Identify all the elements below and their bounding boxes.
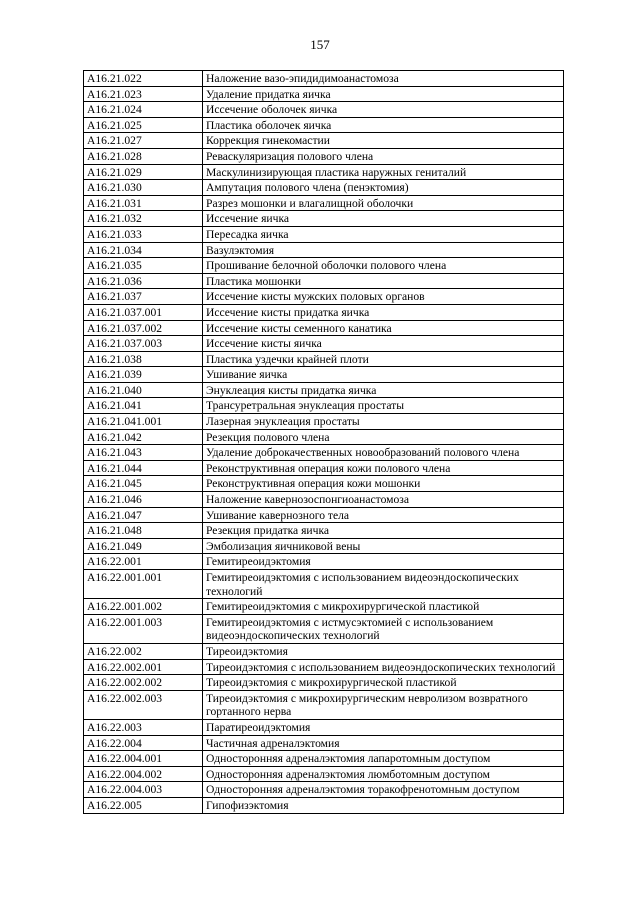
procedure-code: A16.22.004.003 xyxy=(84,782,203,798)
table-row xyxy=(84,273,564,289)
table-row xyxy=(84,766,564,782)
procedure-name: Пластика уздечки крайней плоти xyxy=(203,351,564,367)
procedure-name: Наложение кавернозоспонгиоанастомоза xyxy=(203,492,564,508)
procedure-code: A16.21.040 xyxy=(84,382,203,398)
procedure-name: Резекция полового члена xyxy=(203,429,564,445)
procedure-code: A16.22.002.001 xyxy=(84,659,203,675)
table-row xyxy=(84,117,564,133)
procedure-name: Тиреоидэктомия с микрохирургическим невролизом возвратного гортанного нерва xyxy=(203,690,564,719)
table-row xyxy=(84,320,564,336)
procedure-name: Коррекция гинекомастии xyxy=(203,133,564,149)
table-row xyxy=(84,351,564,367)
table-row xyxy=(84,570,564,599)
table-row xyxy=(84,523,564,539)
procedure-code: A16.22.004.002 xyxy=(84,766,203,782)
procedure-code: A16.21.036 xyxy=(84,273,203,289)
procedure-name: Реконструктивная операция кожи мошонки xyxy=(203,476,564,492)
procedure-name: Иссечение кисты мужских половых органов xyxy=(203,289,564,305)
procedure-code: A16.21.037.003 xyxy=(84,336,203,352)
procedure-name: Иссечение кисты придатка яичка xyxy=(203,304,564,320)
procedure-name: Реконструктивная операция кожи полового члена xyxy=(203,460,564,476)
procedure-code: A16.22.002 xyxy=(84,643,203,659)
procedure-code: A16.22.001.001 xyxy=(84,570,203,599)
table-row xyxy=(84,690,564,719)
procedure-code: A16.21.045 xyxy=(84,476,203,492)
procedure-code: A16.22.001 xyxy=(84,554,203,570)
procedure-name: Удаление доброкачественных новообразований полового члена xyxy=(203,445,564,461)
procedure-code: A16.21.028 xyxy=(84,148,203,164)
table-row xyxy=(84,797,564,813)
procedure-name: Иссечение кисты яичка xyxy=(203,336,564,352)
procedure-name: Гипофизэктомия xyxy=(203,797,564,813)
procedure-table-body xyxy=(84,71,564,814)
procedure-name: Односторонняя адреналэктомия лапаротомным доступом xyxy=(203,751,564,767)
procedure-name: Пластика оболочек яичка xyxy=(203,117,564,133)
table-row xyxy=(84,643,564,659)
table-row xyxy=(84,164,564,180)
procedure-name: Односторонняя адреналэктомия торакофренотомным доступом xyxy=(203,782,564,798)
procedure-name: Иссечение оболочек яичка xyxy=(203,102,564,118)
procedure-code: A16.21.027 xyxy=(84,133,203,149)
procedure-code: A16.22.002.002 xyxy=(84,675,203,691)
procedure-code: A16.21.032 xyxy=(84,211,203,227)
procedure-name: Тиреоидэктомия с микрохирургической пластикой xyxy=(203,675,564,691)
procedure-code: A16.21.043 xyxy=(84,445,203,461)
procedure-name: Прошивание белочной оболочки полового члена xyxy=(203,258,564,274)
table-row xyxy=(84,148,564,164)
procedure-name: Удаление придатка яичка xyxy=(203,86,564,102)
procedure-code: A16.21.037.001 xyxy=(84,304,203,320)
table-row xyxy=(84,382,564,398)
table-row xyxy=(84,507,564,523)
table-row xyxy=(84,211,564,227)
table-row xyxy=(84,460,564,476)
table-row xyxy=(84,289,564,305)
table-row xyxy=(84,195,564,211)
procedure-code: A16.21.033 xyxy=(84,226,203,242)
procedure-code: A16.22.004 xyxy=(84,735,203,751)
procedure-code: A16.21.025 xyxy=(84,117,203,133)
table-row xyxy=(84,599,564,615)
table-row xyxy=(84,414,564,430)
procedure-code: A16.21.024 xyxy=(84,102,203,118)
procedure-code: A16.21.035 xyxy=(84,258,203,274)
procedure-table xyxy=(83,70,564,814)
procedure-code: A16.22.005 xyxy=(84,797,203,813)
procedure-code: A16.21.042 xyxy=(84,429,203,445)
page-number: 157 xyxy=(310,37,330,52)
procedure-name: Наложение вазо-эпидидимоанастомоза xyxy=(203,71,564,87)
table-row xyxy=(84,614,564,643)
procedure-name: Пластика мошонки xyxy=(203,273,564,289)
table-row xyxy=(84,492,564,508)
procedure-name: Ушивание кавернозного тела xyxy=(203,507,564,523)
procedure-name: Тиреоидэктомия xyxy=(203,643,564,659)
procedure-name: Гемитиреоидэктомия с истмусэктомией с использованием видеоэндоскопических технологий xyxy=(203,614,564,643)
procedure-name: Гемитиреоидэктомия xyxy=(203,554,564,570)
procedure-code: A16.22.004.001 xyxy=(84,751,203,767)
procedure-name: Резекция придатка яичка xyxy=(203,523,564,539)
procedure-name: Разрез мошонки и влагалищной оболочки xyxy=(203,195,564,211)
table-row xyxy=(84,133,564,149)
table-row xyxy=(84,476,564,492)
procedure-code: A16.21.048 xyxy=(84,523,203,539)
procedure-code: A16.22.001.003 xyxy=(84,614,203,643)
table-row xyxy=(84,429,564,445)
procedure-code: A16.21.044 xyxy=(84,460,203,476)
procedure-name: Частичная адреналэктомия xyxy=(203,735,564,751)
table-row xyxy=(84,86,564,102)
procedure-name: Маскулинизирующая пластика наружных гениталий xyxy=(203,164,564,180)
table-row xyxy=(84,735,564,751)
procedure-code: A16.22.001.002 xyxy=(84,599,203,615)
procedure-code: A16.22.002.003 xyxy=(84,690,203,719)
procedure-code: A16.21.034 xyxy=(84,242,203,258)
table-row xyxy=(84,226,564,242)
table-row xyxy=(84,675,564,691)
procedure-code: A16.21.037.002 xyxy=(84,320,203,336)
procedure-name: Эмболизация яичниковой вены xyxy=(203,538,564,554)
table-row xyxy=(84,719,564,735)
table-row xyxy=(84,445,564,461)
procedure-name: Трансуретральная энуклеация простаты xyxy=(203,398,564,414)
table-row xyxy=(84,398,564,414)
procedure-name: Пересадка яичка xyxy=(203,226,564,242)
table-row xyxy=(84,242,564,258)
procedure-name: Энуклеация кисты придатка яичка xyxy=(203,382,564,398)
table-row xyxy=(84,367,564,383)
procedure-code: A16.21.037 xyxy=(84,289,203,305)
procedure-name: Иссечение кисты семенного канатика xyxy=(203,320,564,336)
table-row xyxy=(84,258,564,274)
procedure-name: Ушивание яичка xyxy=(203,367,564,383)
procedure-code: A16.21.023 xyxy=(84,86,203,102)
procedure-code: A16.21.041.001 xyxy=(84,414,203,430)
procedure-name: Реваскуляризация полового члена xyxy=(203,148,564,164)
procedure-code: A16.21.031 xyxy=(84,195,203,211)
procedure-code: A16.21.039 xyxy=(84,367,203,383)
table-row xyxy=(84,336,564,352)
table-row xyxy=(84,554,564,570)
table-row xyxy=(84,304,564,320)
procedure-name: Лазерная энуклеация простаты xyxy=(203,414,564,430)
procedure-code: A16.22.003 xyxy=(84,719,203,735)
table-row xyxy=(84,538,564,554)
table-row xyxy=(84,71,564,87)
table-row xyxy=(84,782,564,798)
procedure-code: A16.21.046 xyxy=(84,492,203,508)
procedure-name: Иссечение яичка xyxy=(203,211,564,227)
procedure-name: Ампутация полового члена (пенэктомия) xyxy=(203,180,564,196)
procedure-name: Паратиреоидэктомия xyxy=(203,719,564,735)
procedure-name: Гемитиреоидэктомия с использованием видеоэндоскопических технологий xyxy=(203,570,564,599)
procedure-code: A16.21.030 xyxy=(84,180,203,196)
table-row xyxy=(84,659,564,675)
procedure-name: Тиреоидэктомия с использованием видеоэндоскопических технологий xyxy=(203,659,564,675)
procedure-name: Вазулэктомия xyxy=(203,242,564,258)
procedure-name: Односторонняя адреналэктомия люмботомным доступом xyxy=(203,766,564,782)
procedure-code: A16.21.038 xyxy=(84,351,203,367)
procedure-code: A16.21.049 xyxy=(84,538,203,554)
procedure-code: A16.21.047 xyxy=(84,507,203,523)
table-row xyxy=(84,102,564,118)
table-row xyxy=(84,751,564,767)
procedure-code: A16.21.029 xyxy=(84,164,203,180)
procedure-code: A16.21.041 xyxy=(84,398,203,414)
table-row xyxy=(84,180,564,196)
procedure-name: Гемитиреоидэктомия с микрохирургической пластикой xyxy=(203,599,564,615)
procedure-code: A16.21.022 xyxy=(84,71,203,87)
